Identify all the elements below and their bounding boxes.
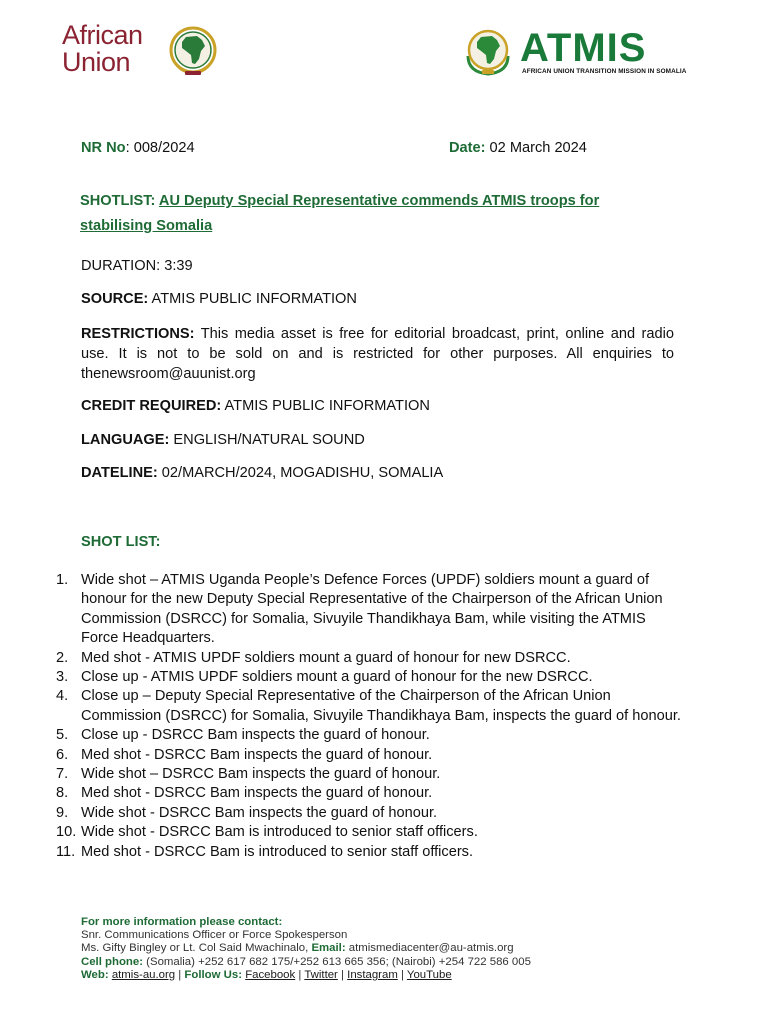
contact-names: Ms. Gifty Bingley or Lt. Col Said Mwachinalo, xyxy=(81,942,312,955)
shot-number: 9. xyxy=(56,804,69,821)
source-label: SOURCE: xyxy=(81,291,149,307)
contact-heading: For more information please contact: xyxy=(81,916,283,928)
shot-list-item xyxy=(56,823,681,842)
separator: | xyxy=(397,968,407,981)
shot-list-item xyxy=(56,687,681,726)
shotlist-title-line2: stabilising Somalia xyxy=(80,218,213,234)
email-label: Email: xyxy=(311,942,346,955)
shotlist-title-text: AU Deputy Special Representative commends ATMIS troops for xyxy=(158,193,600,209)
credit-required xyxy=(81,397,430,415)
separator: | xyxy=(337,968,348,981)
african-union-logo xyxy=(62,22,222,82)
shot-description: Med shot - DSRCC Bam inspects the guard of honour. xyxy=(81,746,433,763)
web-link[interactable]: atmis-au.org xyxy=(111,968,176,981)
shot-number: 8. xyxy=(56,785,69,802)
contact-web xyxy=(81,969,531,982)
african-union-wordmark xyxy=(62,22,143,76)
contact-role: Snr. Communications Officer or Force Spokesperson xyxy=(81,929,348,942)
restrictions xyxy=(81,324,674,384)
follow-label: Follow Us: xyxy=(184,968,243,981)
shot-description: Wide shot – ATMIS Uganda People’s Defence Forces (UPDF) soldiers mount a guard of honour for the new Deputy Special Representative of the Chairperson of the African Union Commission (DSRCC) for Somalia, Sivuyile Thandikhaya Bam, while visiting the ATMIS Force Headquarters. xyxy=(81,572,663,647)
shot-description: Wide shot - DSRCC Bam is introduced to senior staff officers. xyxy=(81,824,478,841)
separator: | xyxy=(295,968,305,981)
language-label: LANGUAGE: xyxy=(81,432,170,448)
shot-description: Med shot - DSRCC Bam is introduced to senior staff officers. xyxy=(81,843,474,860)
nr-number xyxy=(81,139,195,157)
shot-number: 10. xyxy=(56,824,77,841)
web-label: Web: xyxy=(81,968,109,981)
youtube-link[interactable]: YouTube xyxy=(406,968,452,981)
shot-description: Med shot - DSRCC Bam inspects the guard of honour. xyxy=(81,785,433,802)
release-date xyxy=(449,139,587,157)
atmis-subtitle: AFRICAN UNION TRANSITION MISSION IN SOMALIA xyxy=(522,68,687,75)
shot-number: 5. xyxy=(56,727,69,744)
dateline-label: DATELINE: xyxy=(81,465,158,481)
nr-label: NR No xyxy=(81,140,126,156)
shot-description: Wide shot - DSRCC Bam inspects the guard of honour. xyxy=(81,804,438,821)
shot-number: 7. xyxy=(56,766,69,783)
source-value: ATMIS PUBLIC INFORMATION xyxy=(148,291,357,307)
shot-list-item xyxy=(56,571,681,649)
shot-description: Close up - DSRCC Bam inspects the guard of honour. xyxy=(81,727,430,744)
cell-value: (Somalia) +252 617 682 175/+252 613 665 356; (Nairobi) +254 722 586 005 xyxy=(143,955,531,968)
source xyxy=(81,290,357,308)
date-label: Date: xyxy=(449,140,486,156)
shot-number: 11. xyxy=(56,843,76,860)
au-emblem-icon xyxy=(166,24,220,78)
shot-number: 4. xyxy=(56,688,69,705)
shot-number: 3. xyxy=(56,669,69,686)
language-value: ENGLISH/NATURAL SOUND xyxy=(169,432,365,448)
contact-phone xyxy=(81,956,531,969)
credit-label: CREDIT REQUIRED: xyxy=(81,398,222,414)
shot-number: 6. xyxy=(56,746,69,763)
dateline-value: 02/MARCH/2024, MOGADISHU, SOMALIA xyxy=(157,465,444,481)
shot-description: Wide shot – DSRCC Bam inspects the guard of honour. xyxy=(81,766,441,783)
shot-number: 2. xyxy=(56,649,69,666)
shot-list-item xyxy=(56,649,681,668)
contact-names-email xyxy=(81,942,531,955)
shot-description: Close up – Deputy Special Representative of the Chairperson of the African Union Commission (DSRCC) for Somalia, Sivuyile Thandikhaya Bam, inspects the guard of honour. xyxy=(81,688,681,724)
shot-list-item xyxy=(56,765,681,784)
shotlist-label: SHOTLIST: xyxy=(80,193,159,209)
shot-description: Med shot - ATMIS UPDF soldiers mount a guard of honour for new DSRCC. xyxy=(81,649,571,666)
contact-footer xyxy=(81,916,531,982)
shot-number: 1. xyxy=(56,572,69,588)
shot-list-heading: SHOT LIST: xyxy=(81,534,161,550)
shot-list-item xyxy=(56,843,681,862)
duration: DURATION: 3:39 xyxy=(81,258,193,274)
atmis-logo xyxy=(460,26,690,82)
shot-list xyxy=(56,571,681,862)
au-logo-line1: African xyxy=(62,20,143,50)
atmis-emblem-icon xyxy=(460,26,516,78)
language xyxy=(81,431,365,449)
nr-value: : 008/2024 xyxy=(125,140,195,156)
cell-label: Cell phone: xyxy=(81,955,144,968)
au-logo-line2: Union xyxy=(62,47,131,77)
instagram-link[interactable]: Instagram xyxy=(347,968,398,981)
shot-list-item xyxy=(56,784,681,803)
shot-list-item xyxy=(56,726,681,745)
atmis-wordmark: ATMIS xyxy=(520,26,647,70)
separator: | xyxy=(175,968,185,981)
shot-list-item xyxy=(56,804,681,823)
twitter-link[interactable]: Twitter xyxy=(304,968,338,981)
restrictions-label: RESTRICTIONS: xyxy=(81,326,195,342)
dateline xyxy=(81,464,443,482)
facebook-link[interactable]: Facebook xyxy=(245,968,296,981)
shot-list-item xyxy=(56,668,681,687)
shot-list-item xyxy=(56,746,681,765)
date-value: 02 March 2024 xyxy=(485,140,587,156)
credit-value: ATMIS PUBLIC INFORMATION xyxy=(221,398,430,414)
shotlist-title-line1 xyxy=(80,192,599,210)
restrictions-value: This media asset is free for editorial broadcast, print, online and radio use. It is not to be sold on and is restricted for other purposes. All enquiries to thenewsroom@auunist.org xyxy=(81,326,674,382)
email-value[interactable]: atmismediacenter@au-atmis.org xyxy=(345,942,514,955)
shot-description: Close up - ATMIS UPDF soldiers mount a guard of honour for the new DSRCC. xyxy=(81,669,593,686)
